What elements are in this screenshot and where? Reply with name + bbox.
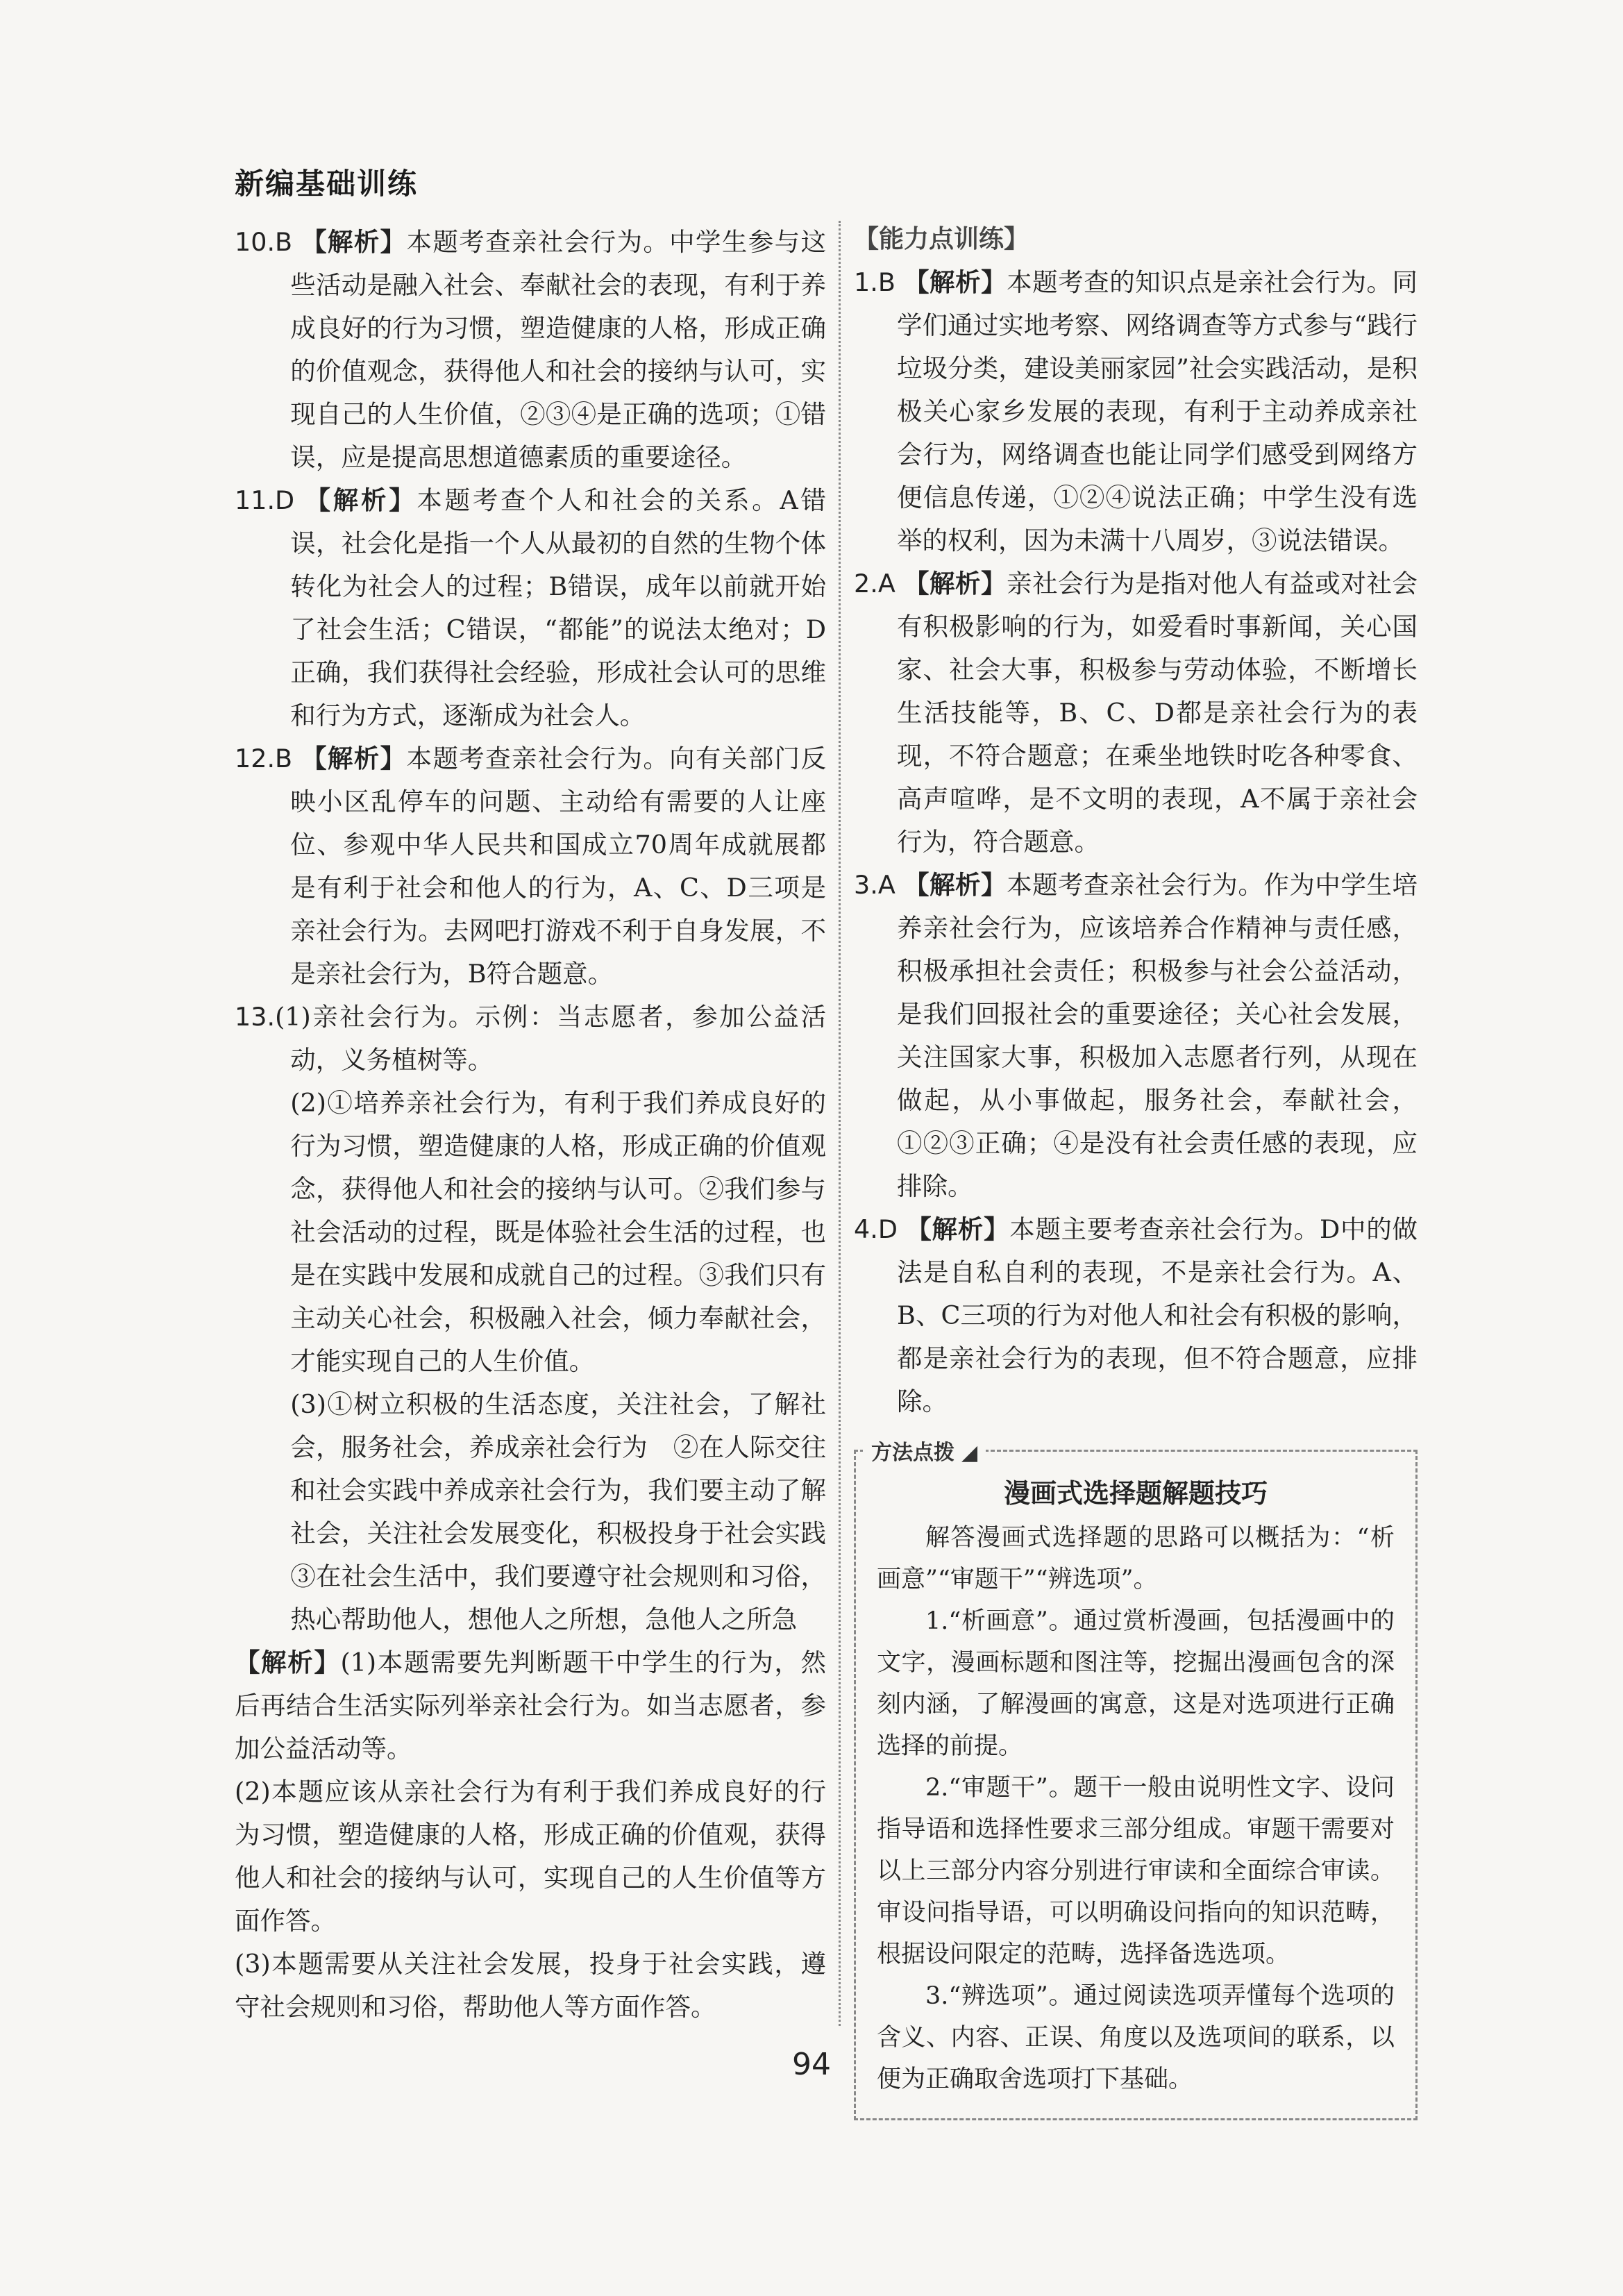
answer-text: 本题考查亲社会行为。向有关部门反映小区乱停车的问题、主动给有需要的人让座位、参观中华人民共和国成立70周年成就展都是有利于社会和他人的行为，A、C、D三项是亲社会行为。去网吧打游戏不利于自身发展，不是亲社会行为，B符合题意。	[290, 744, 827, 989]
answer-text: 本题考查个人和社会的关系。A错误，社会化是指一个人从最初的自然的生物个体转化为社会人的过程；B错误，成年以前就开始了社会生活；C错误，“都能”的说法太绝对；D正确，我们获得社会经验，形成社会认可的思维和行为方式，逐渐成为社会人。	[290, 485, 827, 730]
answer-4	[854, 1208, 1418, 1423]
answer-2	[854, 562, 1418, 864]
page-header: 新编基础训练	[235, 167, 419, 201]
method-point-2: 2.“审题干”。题干一般由说明性文字、设问指导语和选择性要求三部分组成。审题干需要对以上三部分内容分别进行审读和全面综合审读。审设问指导语，可以明确设问指向的知识范畴，根据设问限定的范畴，选择备选选项。	[877, 1774, 1395, 1968]
answer-11	[235, 479, 826, 737]
answer-13-part-2: (2)①培养亲社会行为，有利于我们养成良好的行为习惯，塑造健康的人格，形成正确的价值观念，获得他人和社会的接纳与认可。②我们参与社会活动的过程，既是体验社会生活的过程，也是在实践中发展和成就自己的过程。③我们只有主动关心社会，积极融入社会，倾力奉献社会，才能实现自己的人生价值。	[290, 1088, 826, 1376]
answer-10	[235, 221, 826, 479]
method-title: 漫画式选择题解题技巧	[1003, 1478, 1268, 1509]
answer-12	[235, 737, 826, 996]
answer-number: 13.	[235, 1002, 276, 1032]
answer-number: 2.A	[854, 569, 895, 598]
analysis-tag: 【解析】	[903, 569, 1007, 598]
column-divider	[839, 221, 841, 2026]
page-number: 94	[792, 2047, 831, 2082]
answer-number: 11.D	[235, 485, 295, 515]
answer-13-analysis-1	[235, 1641, 826, 1770]
method-point-1: 1.“析画意”。通过赏析漫画，包括漫画中的文字，漫画标题和图注等，挖掘出漫画包含的深刻内涵，了解漫画的寓意，这是对选项进行正确选择的前提。	[877, 1607, 1395, 1760]
analysis-tag: 【解析】	[904, 267, 1007, 297]
answer-3	[854, 864, 1418, 1208]
right-column	[854, 221, 1418, 2120]
answer-number: 12.B	[235, 744, 293, 773]
method-intro: 解答漫画式选择题的思路可以概括为：“析画意”“审题干”“辨选项”。	[877, 1524, 1395, 1593]
analysis-tag: 【解析】	[301, 227, 407, 257]
analysis-tag: 【解析】	[906, 1214, 1010, 1244]
section-title: 【能力点训练】	[854, 225, 1029, 253]
method-point-3: 3.“辨选项”。通过阅读选项弄懂每个选项的含义、内容、正误、角度以及选项间的联系，以便为正确取舍选项打下基础。	[877, 1982, 1395, 2093]
answer-text: 本题考查亲社会行为。作为中学生培养亲社会行为，应该培养合作精神与责任感，积极承担社会责任；积极参与社会公益活动，是我们回报社会的重要途径；关心社会发展，关注国家大事，积极加入志愿者行列，从现在做起，从小事做起，服务社会，奉献社会，①②③正确；④是没有社会责任感的表现，应排除。	[897, 870, 1418, 1201]
answer-13-part-1	[235, 996, 826, 1082]
answer-text: (1)亲社会行为。示例：当志愿者，参加公益活动，义务植树等。	[275, 1002, 826, 1075]
answer-text: 亲社会行为是指对他人有益或对社会有积极影响的行为，如爱看时事新闻，关心国家、社会大事，积极参与劳动体验，不断增长生活技能等，B、C、D都是亲社会行为的表现，不符合题意；在乘坐地铁时吃各种零食、高声喧哗，是不文明的表现，A不属于亲社会行为，符合题意。	[897, 569, 1418, 857]
method-label	[863, 1432, 986, 1474]
analysis-tag: 【解析】	[235, 1648, 341, 1677]
analysis-tag: 【解析】	[301, 744, 407, 773]
answer-number: 4.D	[854, 1214, 898, 1244]
answer-13-part-3: (3)①树立积极的生活态度，关注社会，了解社会，服务社会，养成亲社会行为 ②在人际交往和社会实践中养成亲社会行为，我们要主动了解社会，关注社会发展变化，积极投身于社会实践 ③在社会生活中，我们要遵守社会规则和习俗，热心帮助他人，想他人之所想，急他人之所急	[290, 1389, 852, 1634]
analysis-tag: 【解析】	[305, 485, 417, 515]
method-tips-box	[854, 1441, 1418, 2120]
analysis-text: (1)本题需要先判断题干中学生的行为，然后再结合生活实际列举亲社会行为。如当志愿者，参加公益活动等。	[235, 1648, 826, 1763]
answer-number: 1.B	[854, 267, 895, 297]
speaker-icon: ◢	[961, 1441, 978, 1465]
left-column	[235, 221, 852, 2029]
answer-text: 本题考查亲社会行为。中学生参与这些活动是融入社会、奉献社会的表现，有利于养成良好的行为习惯，塑造健康的人格，形成正确的价值观念，获得他人和社会的接纳与认可，实现自己的人生价值，②③④是正确的选项；①错误，应是提高思想道德素质的重要途径。	[290, 227, 827, 472]
answer-number: 10.B	[235, 227, 293, 257]
analysis-tag: 【解析】	[903, 870, 1007, 900]
answer-13-analysis-2: (2)本题应该从亲社会行为有利于我们养成良好的行为习惯，塑造健康的人格，形成正确的价值观，获得他人和社会的接纳与认可，实现自己的人生价值等方面作答。	[235, 1777, 826, 1936]
method-label-text: 方法点拨	[871, 1441, 955, 1465]
answer-1	[854, 261, 1418, 562]
answer-number: 3.A	[854, 870, 895, 900]
answer-text: 本题考查的知识点是亲社会行为。同学们通过实地考察、网络调查等方式参与“践行垃圾分类，建设美丽家园”社会实践活动，是积极关心家乡发展的表现，有利于主动养成亲社会行为，网络调查也能让同学们感受到网络方便信息传递，①②④说法正确；中学生没有选举的权利，因为未满十八周岁，③说法错误。	[897, 267, 1418, 555]
answer-text: 本题主要考查亲社会行为。D中的做法是自私自利的表现，不是亲社会行为。A、B、C三项的行为对他人和社会有积极的影响，都是亲社会行为的表现，但不符合题意，应排除。	[897, 1214, 1418, 1416]
answer-13-analysis-3: (3)本题需要从关注社会发展，投身于社会实践，遵守社会规则和习俗，帮助他人等方面作答。	[235, 1949, 826, 2022]
